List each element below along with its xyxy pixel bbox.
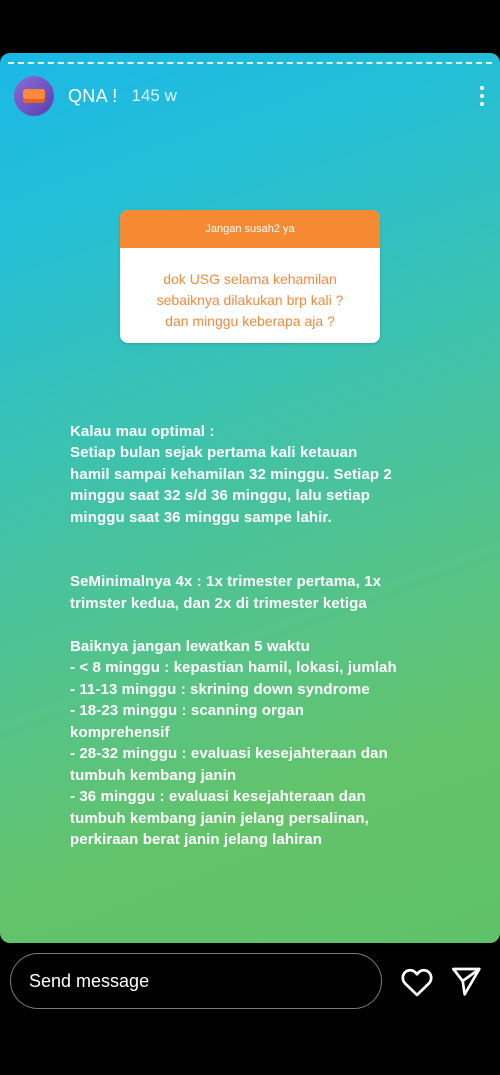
answer-line: perkiraan berat janin jelang lahiran <box>70 831 323 848</box>
answer-line: - 18-23 minggu : scanning organ <box>70 702 304 719</box>
story-header <box>14 76 486 116</box>
answer-line: minggu saat 32 s/d 36 minggu, lalu setiap <box>70 487 371 504</box>
answer-line: - 28-32 minggu : evaluasi kesejahteraan dan <box>70 745 388 762</box>
answer-line: - < 8 minggu : kepastian hamil, lokasi, jumlah <box>70 659 397 676</box>
answer-line: Baiknya jangan lewatkan 5 waktu <box>70 637 310 655</box>
question-text <box>120 248 380 332</box>
question-line: sebaiknya dilakukan brp kali ? <box>156 292 344 308</box>
question-line: dok USG selama kehamilan <box>163 271 337 287</box>
answer-line: - 36 minggu : evaluasi kesejahteraan dan <box>70 788 366 805</box>
timestamp: 145 w <box>131 86 177 105</box>
answer-line: tumbuh kembang janin jelang persalinan, <box>70 809 369 827</box>
avatar[interactable] <box>14 76 54 116</box>
answer-line: minggu saat 36 minggu sampe lahir. <box>70 508 332 526</box>
send-message-input[interactable]: Send message <box>10 953 382 1009</box>
more-options-icon[interactable] <box>478 86 486 106</box>
answer-line: hamil sampai kehamilan 32 minggu. Setiap 2 <box>70 465 392 483</box>
reply-bar <box>0 943 500 1075</box>
answer-line: Kalau mau optimal : <box>70 422 215 440</box>
question-sticker-header: Jangan susah2 ya <box>120 210 380 248</box>
send-icon[interactable] <box>450 965 482 997</box>
avatar-image <box>23 89 45 103</box>
answer-line: komprehensif <box>70 723 170 741</box>
username[interactable]: QNA ! <box>68 85 118 106</box>
answer-line: - 11-13 minggu : skrining down syndrome <box>70 680 370 698</box>
answer-line: trimster kedua, dan 2x di trimester ketiga <box>70 594 367 612</box>
question-line: dan minggu keberapa aja ? <box>165 313 335 329</box>
heart-icon[interactable] <box>400 967 434 997</box>
story-frame[interactable] <box>0 53 500 943</box>
answer-text <box>70 399 450 851</box>
answer-line: Setiap bulan sejak pertama kali ketauan <box>70 444 358 461</box>
story-progress-bar <box>8 62 492 66</box>
answer-line: tumbuh kembang janin <box>70 766 237 784</box>
answer-line: SeMinimalnya 4x : 1x trimester pertama, 1x <box>70 573 382 590</box>
question-sticker[interactable] <box>120 210 380 343</box>
